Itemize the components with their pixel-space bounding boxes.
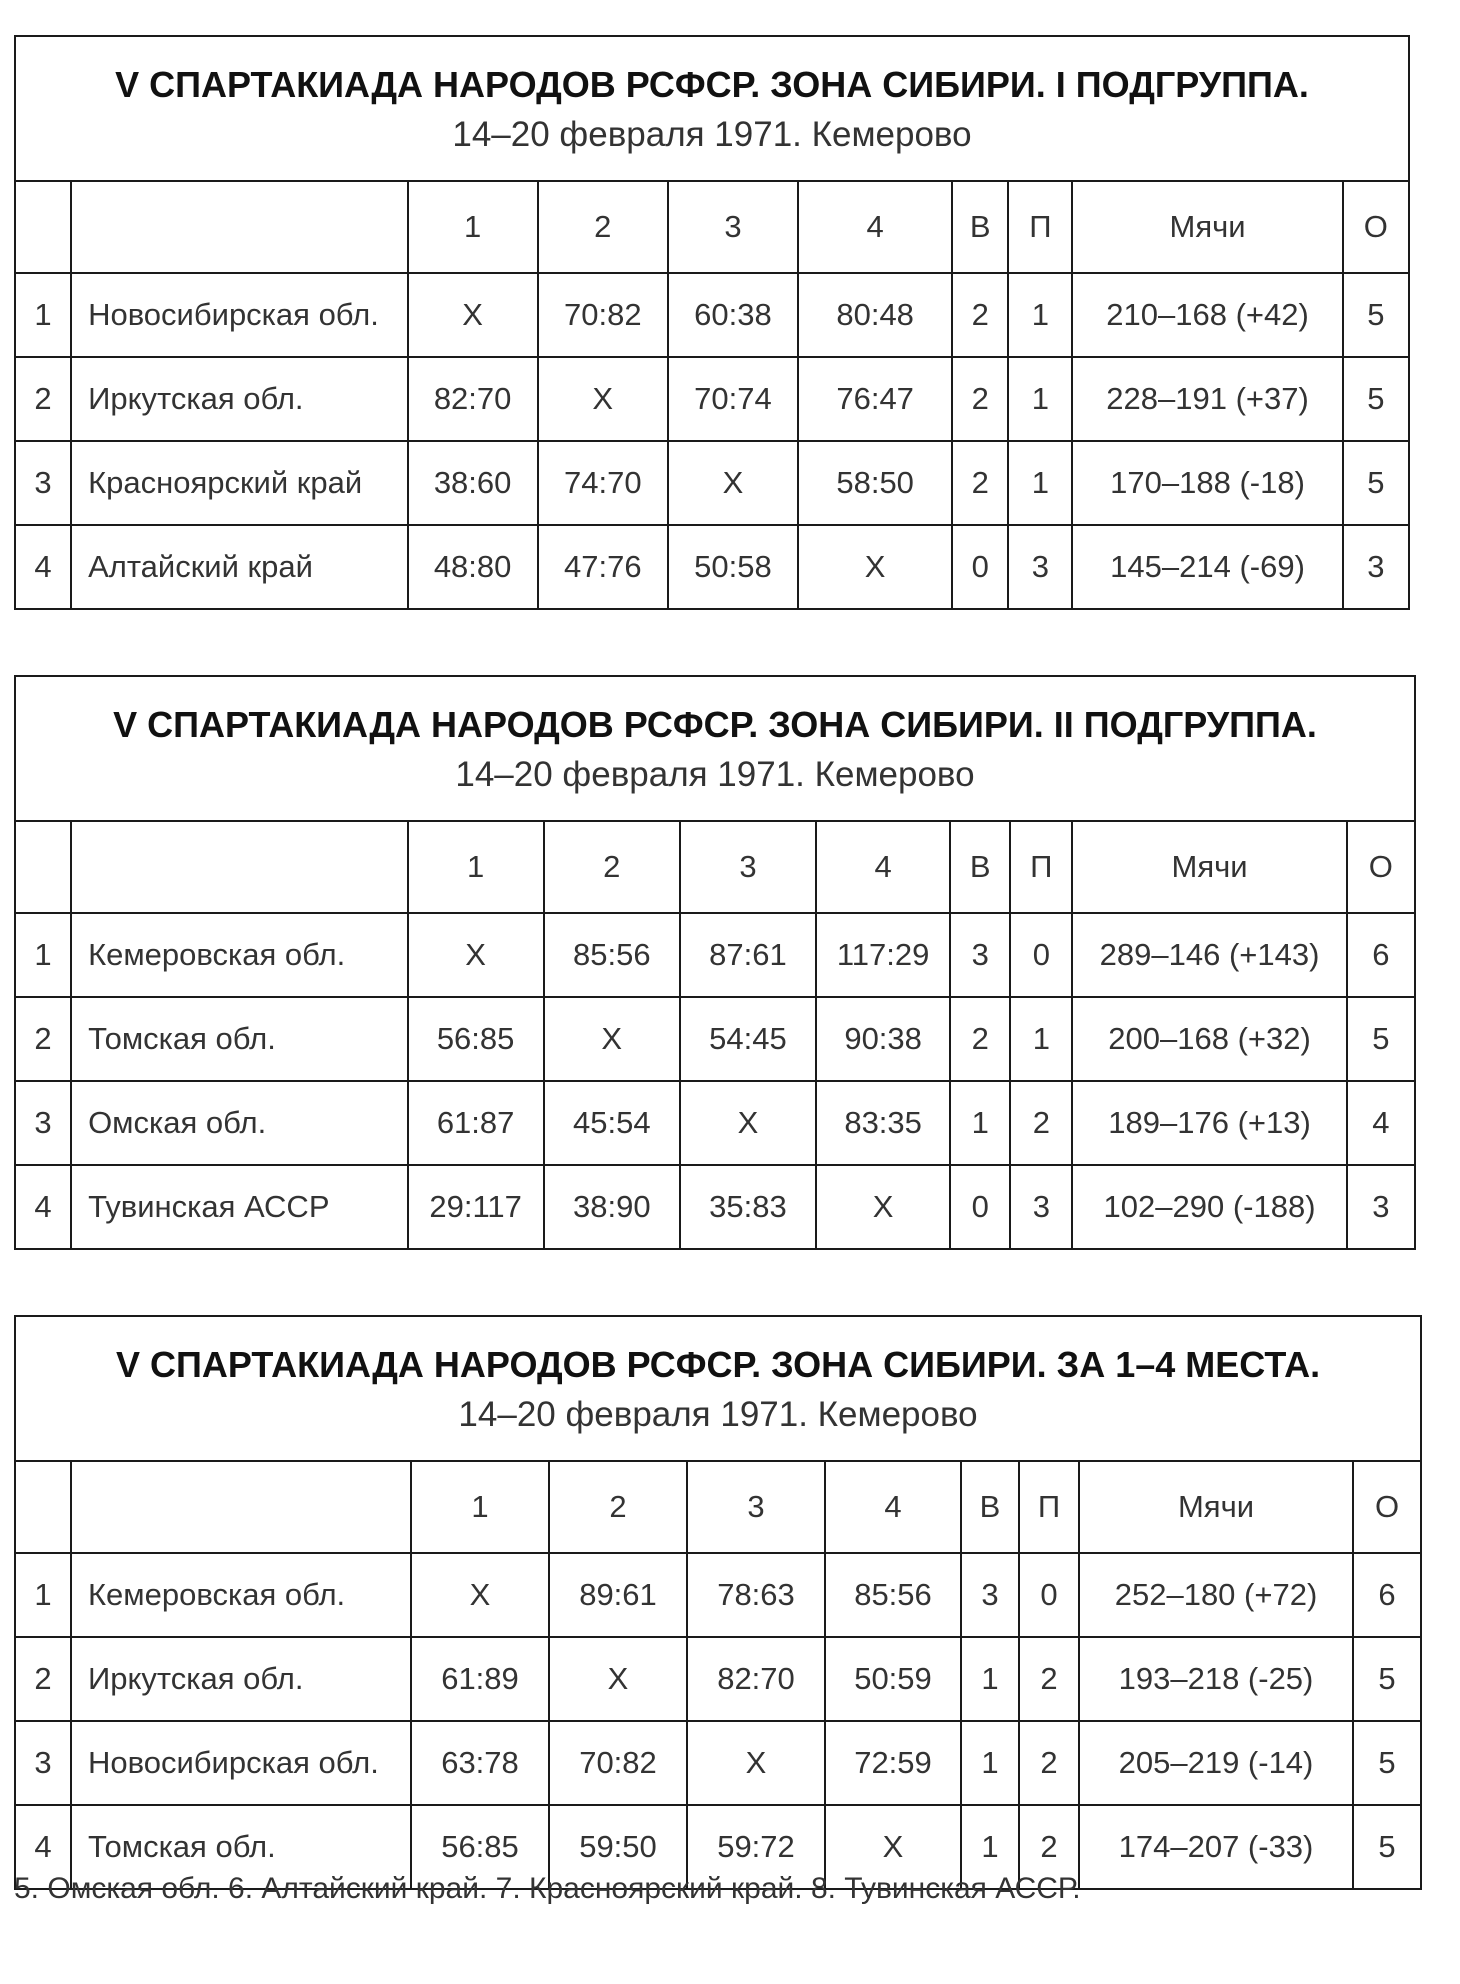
score-cell: 87:61 [680, 913, 816, 997]
place-cell: 1 [15, 273, 71, 357]
place-cell: 2 [15, 357, 71, 441]
score-cell: Х [411, 1553, 549, 1637]
score-cell: 72:59 [825, 1721, 961, 1805]
table-row [15, 1165, 1415, 1249]
header-cell: 3 [680, 821, 816, 913]
points-cell: 4 [1347, 1081, 1415, 1165]
table-caption [15, 1316, 1421, 1461]
wins-cell: 1 [961, 1637, 1019, 1721]
table-title: V СПАРТАКИАДА НАРОДОВ РСФСР. ЗОНА СИБИРИ. I ПОДГРУППА. [115, 63, 1309, 105]
place-cell: 1 [15, 1553, 71, 1637]
score-cell: 63:78 [411, 1721, 549, 1805]
standings-table-subgroup-2 [14, 675, 1416, 1250]
wins-cell: 0 [952, 525, 1008, 609]
score-cell: 47:76 [538, 525, 668, 609]
header-cell: Мячи [1072, 181, 1342, 273]
table-subtitle: 14–20 февраля 1971. Кемерово [458, 1394, 978, 1434]
points-cell: 5 [1343, 357, 1409, 441]
header-cell: П [1010, 821, 1072, 913]
header-cell: 4 [816, 821, 950, 913]
table-row [15, 1721, 1421, 1805]
place-cell: 4 [15, 1805, 71, 1889]
score-cell: 70:82 [549, 1721, 687, 1805]
score-cell: Х [668, 441, 798, 525]
team-cell: Томская обл. [71, 997, 407, 1081]
points-diff-cell: 228–191 (+37) [1072, 357, 1342, 441]
wins-cell: 2 [952, 441, 1008, 525]
points-diff-cell: 145–214 (-69) [1072, 525, 1342, 609]
score-cell: 35:83 [680, 1165, 816, 1249]
points-diff-cell: 189–176 (+13) [1072, 1081, 1346, 1165]
wins-cell: 3 [950, 913, 1010, 997]
header-cell: Мячи [1079, 1461, 1353, 1553]
score-cell: 38:60 [408, 441, 538, 525]
table-row [15, 1081, 1415, 1165]
team-cell: Новосибирская обл. [71, 1721, 411, 1805]
team-cell: Тувинская АССР [71, 1165, 407, 1249]
losses-cell: 1 [1008, 273, 1072, 357]
points-diff-cell: 210–168 (+42) [1072, 273, 1342, 357]
points-diff-cell: 174–207 (-33) [1079, 1805, 1353, 1889]
score-cell: 45:54 [544, 1081, 680, 1165]
score-cell: 56:85 [411, 1805, 549, 1889]
points-diff-cell: 200–168 (+32) [1072, 997, 1346, 1081]
header-row [15, 1461, 1421, 1553]
place-cell: 3 [15, 1081, 71, 1165]
points-cell: 6 [1353, 1553, 1421, 1637]
score-cell: Х [544, 997, 680, 1081]
score-cell: Х [798, 525, 952, 609]
score-cell: 50:58 [668, 525, 798, 609]
header-cell: О [1347, 821, 1415, 913]
score-cell: 38:90 [544, 1165, 680, 1249]
score-cell: 60:38 [668, 273, 798, 357]
score-cell: Х [816, 1165, 950, 1249]
team-cell: Кемеровская обл. [71, 1553, 411, 1637]
score-cell: 29:117 [408, 1165, 544, 1249]
header-cell [71, 181, 407, 273]
score-cell: 56:85 [408, 997, 544, 1081]
team-cell: Новосибирская обл. [71, 273, 407, 357]
team-cell: Иркутская обл. [71, 357, 407, 441]
score-cell: 70:82 [538, 273, 668, 357]
score-cell: 48:80 [408, 525, 538, 609]
score-cell: 54:45 [680, 997, 816, 1081]
table-row [15, 1553, 1421, 1637]
wins-cell: 2 [952, 357, 1008, 441]
points-cell: 5 [1343, 273, 1409, 357]
table-row [15, 357, 1409, 441]
losses-cell: 0 [1019, 1553, 1079, 1637]
standings-table-subgroup-1 [14, 35, 1410, 610]
header-row [15, 181, 1409, 273]
losses-cell: 2 [1019, 1805, 1079, 1889]
table-row [15, 273, 1409, 357]
place-cell: 1 [15, 913, 71, 997]
header-cell [71, 821, 407, 913]
place-cell: 3 [15, 1721, 71, 1805]
losses-cell: 2 [1019, 1637, 1079, 1721]
table-row [15, 997, 1415, 1081]
header-cell: О [1343, 181, 1409, 273]
wins-cell: 2 [952, 273, 1008, 357]
score-cell: 76:47 [798, 357, 952, 441]
score-cell: 82:70 [687, 1637, 825, 1721]
points-diff-cell: 170–188 (-18) [1072, 441, 1342, 525]
table-subtitle: 14–20 февраля 1971. Кемерово [455, 754, 975, 794]
place-cell: 4 [15, 525, 71, 609]
table-row [15, 525, 1409, 609]
score-cell: 85:56 [544, 913, 680, 997]
losses-cell: 0 [1010, 913, 1072, 997]
score-cell: Х [680, 1081, 816, 1165]
score-cell: Х [538, 357, 668, 441]
table-row [15, 913, 1415, 997]
header-cell: Мячи [1072, 821, 1346, 913]
footnote-remaining-places: 5. Омская обл. 6. Алтайский край. 7. Красноярский край. 8. Тувинская АССР. [14, 1872, 1081, 1905]
table-caption [15, 36, 1409, 181]
score-cell: 59:72 [687, 1805, 825, 1889]
team-cell: Красноярский край [71, 441, 407, 525]
points-cell: 5 [1353, 1721, 1421, 1805]
points-diff-cell: 205–219 (-14) [1079, 1721, 1353, 1805]
header-cell: 4 [825, 1461, 961, 1553]
score-cell: 50:59 [825, 1637, 961, 1721]
wins-cell: 2 [950, 997, 1010, 1081]
score-cell: 78:63 [687, 1553, 825, 1637]
header-row [15, 821, 1415, 913]
header-cell: П [1019, 1461, 1079, 1553]
score-cell: 58:50 [798, 441, 952, 525]
header-cell: 2 [549, 1461, 687, 1553]
header-cell: 2 [544, 821, 680, 913]
header-cell [15, 821, 71, 913]
score-cell: Х [687, 1721, 825, 1805]
points-cell: 5 [1347, 997, 1415, 1081]
score-cell: 74:70 [538, 441, 668, 525]
score-cell: 117:29 [816, 913, 950, 997]
losses-cell: 2 [1010, 1081, 1072, 1165]
table-row [15, 441, 1409, 525]
place-cell: 2 [15, 997, 71, 1081]
wins-cell: 1 [961, 1805, 1019, 1889]
team-cell: Алтайский край [71, 525, 407, 609]
team-cell: Омская обл. [71, 1081, 407, 1165]
score-cell: 61:87 [408, 1081, 544, 1165]
score-cell: Х [408, 913, 544, 997]
score-cell: 85:56 [825, 1553, 961, 1637]
wins-cell: 3 [961, 1553, 1019, 1637]
header-cell: П [1008, 181, 1072, 273]
score-cell: 80:48 [798, 273, 952, 357]
header-cell: 3 [687, 1461, 825, 1553]
table-subtitle: 14–20 февраля 1971. Кемерово [452, 114, 972, 154]
place-cell: 4 [15, 1165, 71, 1249]
header-cell [15, 1461, 71, 1553]
points-cell: 6 [1347, 913, 1415, 997]
team-cell: Кемеровская обл. [71, 913, 407, 997]
wins-cell: 1 [950, 1081, 1010, 1165]
table-caption [15, 676, 1415, 821]
losses-cell: 2 [1019, 1721, 1079, 1805]
place-cell: 3 [15, 441, 71, 525]
header-cell: 1 [408, 821, 544, 913]
place-cell: 2 [15, 1637, 71, 1721]
standings-table-places-1-4 [14, 1315, 1422, 1890]
points-cell: 3 [1343, 525, 1409, 609]
score-cell: Х [825, 1805, 961, 1889]
points-diff-cell: 289–146 (+143) [1072, 913, 1346, 997]
points-cell: 5 [1343, 441, 1409, 525]
losses-cell: 3 [1008, 525, 1072, 609]
header-cell: В [961, 1461, 1019, 1553]
points-diff-cell: 252–180 (+72) [1079, 1553, 1353, 1637]
losses-cell: 1 [1008, 441, 1072, 525]
header-cell [15, 181, 71, 273]
score-cell: 59:50 [549, 1805, 687, 1889]
score-cell: Х [549, 1637, 687, 1721]
points-cell: 5 [1353, 1805, 1421, 1889]
wins-cell: 1 [961, 1721, 1019, 1805]
score-cell: 61:89 [411, 1637, 549, 1721]
team-cell: Томская обл. [71, 1805, 411, 1889]
points-cell: 5 [1353, 1637, 1421, 1721]
header-cell: 1 [411, 1461, 549, 1553]
losses-cell: 1 [1010, 997, 1072, 1081]
table-row [15, 1637, 1421, 1721]
header-cell: 3 [668, 181, 798, 273]
header-cell: В [952, 181, 1008, 273]
score-cell: 89:61 [549, 1553, 687, 1637]
header-cell: 2 [538, 181, 668, 273]
header-cell: 4 [798, 181, 952, 273]
score-cell: 90:38 [816, 997, 950, 1081]
score-cell: 70:74 [668, 357, 798, 441]
team-cell: Иркутская обл. [71, 1637, 411, 1721]
points-cell: 3 [1347, 1165, 1415, 1249]
header-cell: В [950, 821, 1010, 913]
score-cell: Х [408, 273, 538, 357]
header-cell [71, 1461, 411, 1553]
score-cell: 82:70 [408, 357, 538, 441]
wins-cell: 0 [950, 1165, 1010, 1249]
losses-cell: 1 [1008, 357, 1072, 441]
header-cell: О [1353, 1461, 1421, 1553]
losses-cell: 3 [1010, 1165, 1072, 1249]
points-diff-cell: 102–290 (-188) [1072, 1165, 1346, 1249]
score-cell: 83:35 [816, 1081, 950, 1165]
points-diff-cell: 193–218 (-25) [1079, 1637, 1353, 1721]
table-title: V СПАРТАКИАДА НАРОДОВ РСФСР. ЗОНА СИБИРИ. II ПОДГРУППА. [113, 703, 1317, 745]
header-cell: 1 [408, 181, 538, 273]
table-title: V СПАРТАКИАДА НАРОДОВ РСФСР. ЗОНА СИБИРИ. ЗА 1–4 МЕСТА. [115, 1343, 1321, 1385]
